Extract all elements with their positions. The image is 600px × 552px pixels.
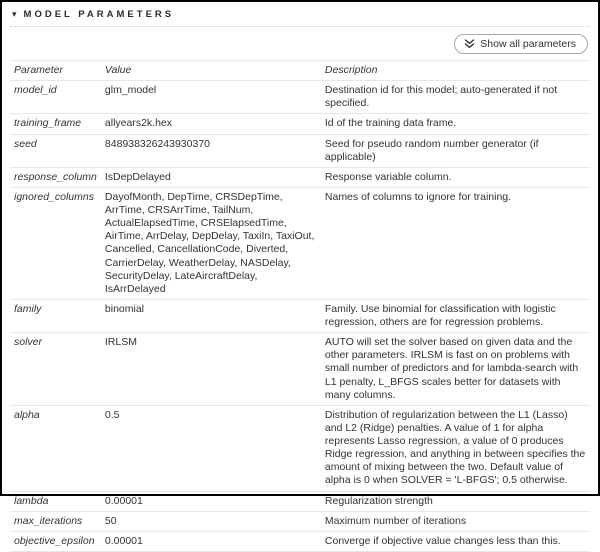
parameter-value: 50 bbox=[101, 511, 321, 531]
parameter-description: Family. Use binomial for classification with logistic regression, others are for regression problems. bbox=[321, 299, 590, 332]
parameter-name: solver bbox=[10, 333, 101, 406]
parameter-description: Maximum number of iterations bbox=[321, 511, 590, 531]
parameter-value: glm_model bbox=[101, 81, 321, 114]
parameter-description: Response variable column. bbox=[321, 167, 590, 187]
table-row bbox=[10, 114, 590, 134]
parameter-description: Destination id for this model; auto-generated if not specified. bbox=[321, 81, 590, 114]
show-all-parameters-label: Show all parameters bbox=[480, 37, 576, 50]
parameter-name: lambda bbox=[10, 491, 101, 511]
parameter-name: objective_epsilon bbox=[10, 531, 101, 551]
section-header-model-parameters[interactable] bbox=[10, 7, 590, 27]
parameter-value: 848938326243930370 bbox=[101, 134, 321, 167]
parameter-name: family bbox=[10, 299, 101, 332]
table-header-row bbox=[10, 61, 590, 81]
parameter-description: Names of columns to ignore for training. bbox=[321, 187, 590, 299]
parameter-name: model_id bbox=[10, 81, 101, 114]
parameter-name: seed bbox=[10, 134, 101, 167]
parameter-value: 0.00001 bbox=[101, 491, 321, 511]
table-row bbox=[10, 333, 590, 406]
parameter-name: response_column bbox=[10, 167, 101, 187]
table-row bbox=[10, 167, 590, 187]
parameters-table-body bbox=[10, 81, 590, 552]
section-title: MODEL PARAMETERS bbox=[23, 9, 175, 20]
parameters-table bbox=[10, 60, 590, 552]
show-all-parameters-button[interactable] bbox=[454, 34, 588, 55]
parameter-name: training_frame bbox=[10, 114, 101, 134]
parameter-name: ignored_columns bbox=[10, 187, 101, 299]
parameter-name: alpha bbox=[10, 405, 101, 491]
toolbar bbox=[10, 27, 590, 61]
table-row bbox=[10, 81, 590, 114]
column-header-parameter: Parameter bbox=[10, 61, 101, 81]
table-row bbox=[10, 134, 590, 167]
collapse-triangle-icon[interactable]: ▾ bbox=[12, 9, 17, 20]
table-row bbox=[10, 187, 590, 299]
column-header-value: Value bbox=[101, 61, 321, 81]
parameter-value: IsDepDelayed bbox=[101, 167, 321, 187]
parameter-value: 0.00001 bbox=[101, 531, 321, 551]
parameter-description: Distribution of regularization between the L1 (Lasso) and L2 (Ridge) penalties. A value of 1 for alpha represents Lasso regression, a value of 0 produces Ridge regression, and anything in between specifies the amount of mixing between the two. Default value of alpha is 0 when SOLVER = 'L-BFGS'; 0.5 otherwise. bbox=[321, 405, 590, 491]
table-row bbox=[10, 511, 590, 531]
parameter-value: allyears2k.hex bbox=[101, 114, 321, 134]
parameter-description: Regularization strength bbox=[321, 491, 590, 511]
parameter-value: 0.5 bbox=[101, 405, 321, 491]
table-row bbox=[10, 491, 590, 511]
table-row bbox=[10, 299, 590, 332]
table-row bbox=[10, 531, 590, 551]
parameter-description: AUTO will set the solver based on given data and the other parameters. IRLSM is fast on on problems with small number of predictors and for lambda-search with L1 penalty, L_BFGS scales better for datasets with many columns. bbox=[321, 333, 590, 406]
column-header-description: Description bbox=[321, 61, 590, 81]
parameter-name: max_iterations bbox=[10, 511, 101, 531]
parameter-value: binomial bbox=[101, 299, 321, 332]
parameter-value: DayofMonth, DepTime, CRSDepTime, ArrTime, CRSArrTime, TailNum, ActualElapsedTime, CRSElapsedTime, AirTime, ArrDelay, DepDelay, TaxiIn, TaxiOut, Cancelled, CancellationCode, Diverted, CarrierDelay, WeatherDelay, NASDelay, SecurityDelay, LateAircraftDelay, IsArrDelayed bbox=[101, 187, 321, 299]
parameter-value: IRLSM bbox=[101, 333, 321, 406]
table-row bbox=[10, 405, 590, 491]
parameter-description: Seed for pseudo random number generator (if applicable) bbox=[321, 134, 590, 167]
double-chevron-down-icon bbox=[464, 39, 475, 49]
parameter-description: Converge if objective value changes less than this. bbox=[321, 531, 590, 551]
parameter-description: Id of the training data frame. bbox=[321, 114, 590, 134]
